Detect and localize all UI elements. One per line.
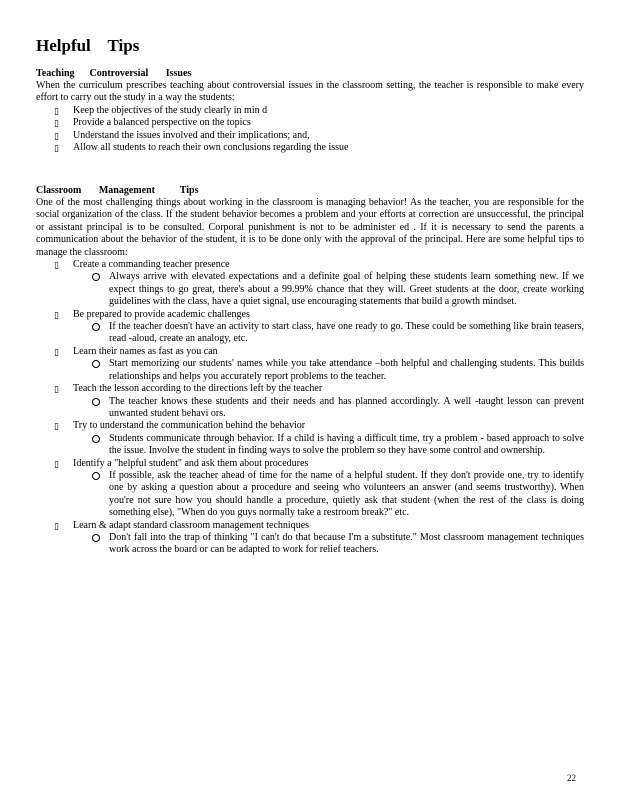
tip-label: Create a commanding teacher presence xyxy=(73,259,230,271)
list-item xyxy=(36,142,584,154)
section-heading: Teaching Controversial Issues xyxy=(36,68,192,79)
bullet-icon: ▯ xyxy=(54,421,59,432)
tip-label: Learn & adapt standard classroom management techniques xyxy=(73,519,310,531)
bullet-icon: ▯ xyxy=(54,105,59,116)
tip-item xyxy=(36,458,584,520)
bullet-icon: ▯ xyxy=(54,458,59,469)
list-item-text: Provide a balanced perspective on the topics xyxy=(73,117,251,129)
tip-detail: If the teacher doesn't have an activity to start class, have one ready to go. These could be something like brain teasers, read -aloud, create an analogy, etc. xyxy=(73,321,584,346)
circle-bullet-icon xyxy=(92,323,100,331)
tip-label: Teach the lesson according to the directions left by the teacher xyxy=(73,383,323,395)
tip-detail: The teacher knows these students and their needs and has planned accordingly. A well -taught lesson can prevent unwanted student behavi ors. xyxy=(73,396,584,421)
tip-item xyxy=(36,259,584,309)
page-number: 22 xyxy=(567,773,576,783)
tip-item xyxy=(36,420,584,457)
bullet-icon: ▯ xyxy=(54,130,59,141)
section-classroom-management xyxy=(36,185,584,557)
page-title: Helpful Tips xyxy=(36,36,140,55)
tip-detail: Always arrive with elevated expectations and a definite goal of helping these students learn something new. If we expect things to go great, there's about a 99.99% chance that they will. Greet students at the door, create working guidelines with the class, have a quiet signal, use encouraging statements that build a growth mindset. xyxy=(73,271,584,308)
bullet-icon: ▯ xyxy=(54,260,59,271)
tip-item xyxy=(36,309,584,346)
tip-detail: Don't fall into the trap of thinking "I can't do that because I'm a substitute." Most classroom management techniques work across the board or can be adapted to work for relief teachers. xyxy=(73,532,584,557)
list-item xyxy=(36,130,584,142)
section-intro: One of the most challenging things about working in the classroom is managing behavior! As the teacher, you are responsible for the social organization of the class. If the student behavior becomes a problem and your efforts at correction are unsuccessful, the principal or assistant principal is to be consulted. Corporal punishment is not to be administer ed . If it is necessary to send the parents a communication about the behavior of the student, it is to be done only with the approval of the principal. Here are some helpful tips to manage the classroom: xyxy=(36,197,584,258)
bullet-icon: ▯ xyxy=(54,384,59,395)
list-item-text: Understand the issues involved and their implications; and, xyxy=(73,129,310,141)
list-item-text: Allow all students to reach their own conclusions regarding the issue xyxy=(73,142,349,154)
tip-label: Learn their names as fast as you can xyxy=(73,345,218,357)
bullet-icon: ▯ xyxy=(54,520,59,531)
list-item-text: Keep the objectives of the study clearly in min d xyxy=(73,104,268,116)
bullet-icon: ▯ xyxy=(54,143,59,154)
circle-bullet-icon xyxy=(92,472,100,480)
circle-bullet-icon xyxy=(92,273,100,281)
tip-detail: If possible, ask the teacher ahead of time for the name of a helpful student. If they don't provide one, try to identify one by asking a question about a procedure and seeing who volunteers an answer (and seems trustworthy). When you're not sure how you should handle a procedure, quietly ask that student (when the rest of the class is doing something else), "When do you guys normally take a restroom break?" etc. xyxy=(73,470,584,520)
tip-detail: Start memorizing our students' names while you take attendance –both helpful and challenging students. This builds relationships and helps you accurately report problems to the teacher. xyxy=(73,358,584,383)
tip-label: Identify a "helpful student" and ask them about procedures xyxy=(73,457,309,469)
objectives-list xyxy=(36,105,584,155)
tip-item xyxy=(36,383,584,420)
tip-item xyxy=(36,520,584,557)
bullet-icon: ▯ xyxy=(54,118,59,129)
tip-detail: Students communicate through behavior. If a child is having a difficult time, try a problem - based approach to solve the issue. Involve the student in finding ways to solve the problem so they have some control and ownership. xyxy=(73,433,584,458)
section-heading: Classroom Management Tips xyxy=(36,185,199,196)
list-item xyxy=(36,105,584,117)
bullet-icon: ▯ xyxy=(54,346,59,357)
tip-label: Try to understand the communication behind the behavior xyxy=(73,420,306,432)
circle-bullet-icon xyxy=(92,360,100,368)
tip-label: Be prepared to provide academic challenges xyxy=(73,308,250,320)
circle-bullet-icon xyxy=(92,398,100,406)
section-controversial-issues xyxy=(36,68,584,154)
list-item xyxy=(36,117,584,129)
circle-bullet-icon xyxy=(92,534,100,542)
tips-list xyxy=(36,259,584,557)
bullet-icon: ▯ xyxy=(54,309,59,320)
tip-item xyxy=(36,346,584,383)
section-intro: When the curriculum prescribes teaching about controversial issues in the classroom setting, the teacher is responsible to make every effort to carry out the study in a way the students: xyxy=(36,80,584,104)
circle-bullet-icon xyxy=(92,435,100,443)
